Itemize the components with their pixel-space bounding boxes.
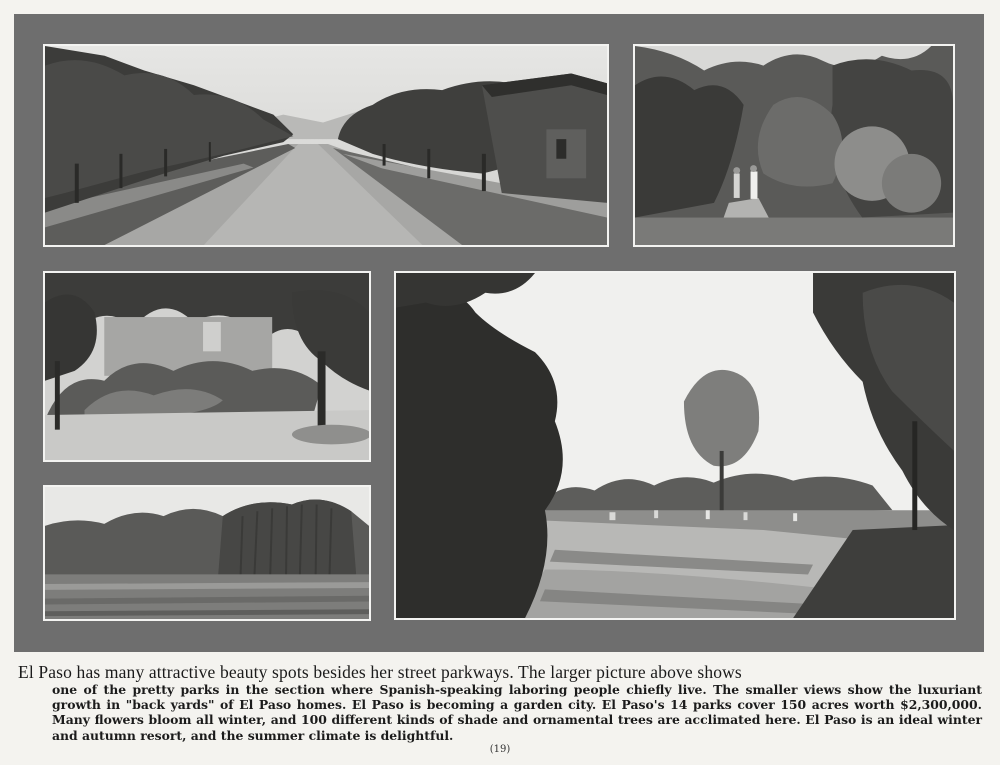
willow-field-photo [43,485,371,621]
park-photo [394,271,956,620]
caption [18,662,984,743]
caption-lead: El Paso has many attractive beauty spots besides her street parkways. The larger picture above shows [18,662,742,682]
caption-body: one of the pretty parks in the section where Spanish-speaking laboring people chiefly live. The smaller views show the luxuriant growth in "back yards" of El Paso homes. El Paso is becoming a garden city. El Paso's 14 parks cover 150 acres worth $2,300,000. Many flowers bloom all winter, and 100 different kinds of shade and ornamental trees are acclimated here. El Paso is an ideal winter and autumn resort, and the summer climate is delightful. [52,682,982,743]
page-number: (19) [489,744,511,755]
street-parkway-photo [43,44,609,247]
backyard-garden-photo [43,271,371,462]
garden-path-photo [633,44,955,247]
photo-plate [14,14,984,652]
